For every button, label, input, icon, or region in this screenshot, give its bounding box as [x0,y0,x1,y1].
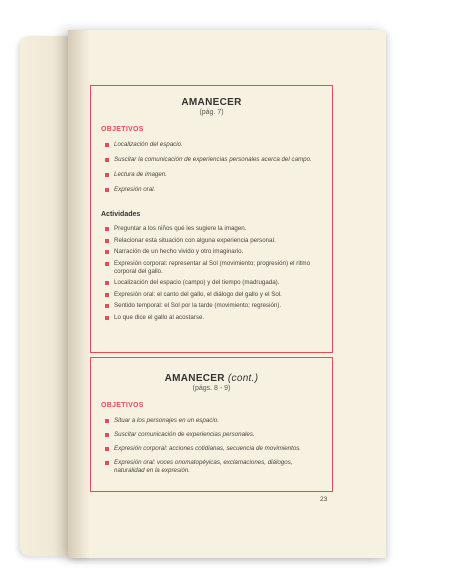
list-item: Suscitar la comunicación de experiencias personales acerca del campo. [105,156,325,164]
list-item: Relacionar esta situación con alguna experiencia personal. [105,237,327,245]
section-title: AMANECER (cont.) [164,373,259,384]
list-item: Localización del espacio. [105,141,325,149]
list-item: Preguntar a los niños qué les sugiere la imagen. [105,225,327,233]
objectives-list [105,417,319,475]
section-box-amanecer [90,85,333,353]
list-item: Lectura de imagen. [105,171,325,179]
list-item: Situar a los personajes en un espacio. [105,417,319,425]
objectives-list [105,141,325,194]
list-item: Expresión corporal: representar al Sol (movimiento; progresión) el ritmo corporal del gallo. [105,260,327,276]
list-item: Expresión corporal: acciones cotidianas, secuencia de movimientos. [105,445,319,453]
objectives-heading: OBJETIVOS [101,402,144,409]
bullet-icon [105,173,109,177]
section-subtitle: (pág. 7) [199,109,224,116]
list-item: Narración de un hecho vivido y otro imaginario. [105,248,327,256]
bullet-icon [105,281,109,285]
list-item: Localización del espacio (campo) y del tiempo (madrugada). [105,279,327,287]
activities-list [105,225,327,322]
page-number: 23 [320,496,328,503]
list-item: Expresión oral: el canto del gallo, el diálogo del gallo y el Sol. [105,291,327,299]
bullet-icon [105,250,109,254]
list-item: Expresión oral: voces onomatopéyicas, exclamaciones, diálogos, naturalidad en la expresión. [105,459,319,475]
section-subtitle: (págs. 8 - 9) [192,385,231,392]
objectives-heading: OBJETIVOS [101,126,144,133]
bullet-icon [105,304,109,308]
list-item: Lo que dice el gallo al acostarse. [105,314,327,322]
bullet-icon [105,419,109,423]
section-title-suffix: (cont.) [227,373,259,384]
bullet-icon [105,143,109,147]
bullet-icon [105,433,109,437]
bullet-icon [105,188,109,192]
activities-heading: Actividades [101,211,141,218]
bullet-icon [105,316,109,320]
bullet-icon [105,158,109,162]
bullet-icon [105,262,109,266]
section-title: AMANECER [181,97,242,108]
bullet-icon [105,227,109,231]
bullet-icon [105,239,109,243]
page-gutter-shadow [68,30,90,558]
list-item: Suscitar comunicación de experiencias personales. [105,431,319,439]
list-item: Sentido temporal: el Sol por la tarde (movimiento; regresión). [105,302,327,310]
bullet-icon [105,461,109,465]
bullet-icon [105,293,109,297]
bullet-icon [105,447,109,451]
list-item: Expresión oral. [105,186,325,194]
section-box-amanecer-cont [90,357,333,492]
